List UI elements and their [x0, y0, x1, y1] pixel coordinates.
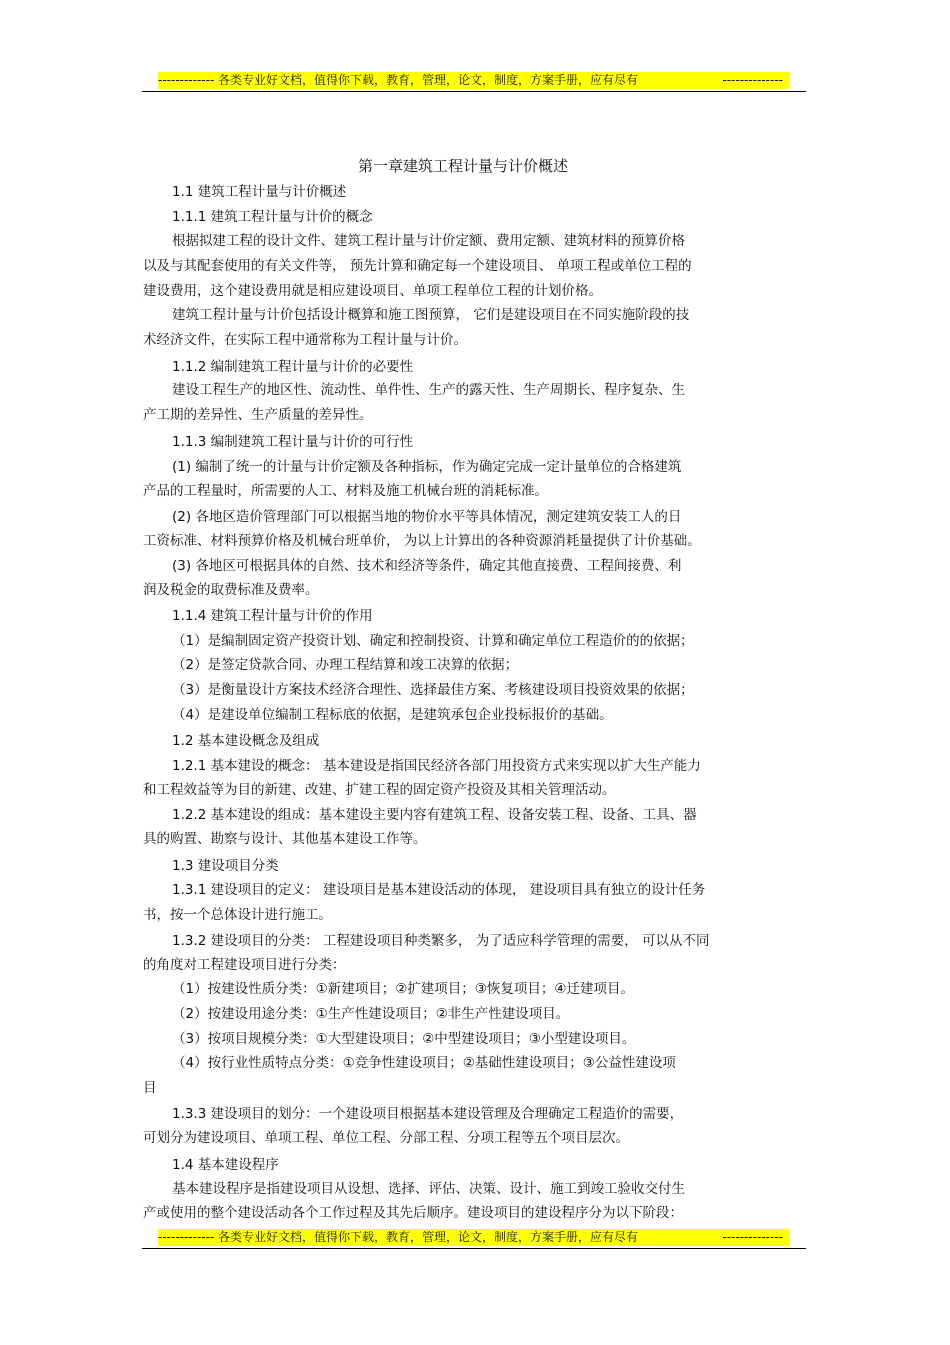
- paragraph-line: 1.3.1 建设项目的定义： 建设项目是基本建设活动的体现， 建设项目具有独立的设计任务: [172, 882, 706, 898]
- paragraph-line: 1.3.3 建设项目的划分：一个建设项目根据基本建设管理及合理确定工程造价的需要，: [172, 1106, 684, 1122]
- list-item: （4）按行业性质特点分类：①竞争性建设项目；②基础性建设项目；③公益性建设项: [172, 1055, 676, 1071]
- paragraph-line: 建筑工程计量与计价包括设计概算和施工图预算， 它们是建设项目在不同实施阶段的技: [172, 307, 690, 323]
- paragraph-line: 产工期的差异性、生产质量的差异性。: [143, 407, 373, 423]
- banner-dashes-right: --------------: [722, 1230, 783, 1244]
- paragraph-line: 以及与其配套使用的有关文件等， 预先计算和确定每一个建设项目、 单项工程或单位工程的: [143, 258, 692, 274]
- subsection-heading: 1.1.1 建筑工程计量与计价的概念: [172, 209, 373, 225]
- paragraph-line: 基本建设程序是指建设项目从设想、选择、评估、决策、设计、施工到竣工验收交付生: [172, 1181, 685, 1197]
- paragraph-line: 的角度对工程建设项目进行分类：: [143, 957, 346, 973]
- list-item: (1) 编制了统一的计量与计价定额及各种指标，作为确定完成一定计量单位的合格建筑: [172, 459, 682, 475]
- paragraph-line: 1.3.2 建设项目的分类： 工程建设项目种类繁多， 为了适应科学管理的需要， 可以从不同: [172, 933, 710, 949]
- paragraph-line: 具的购置、勘察与设计、其他基本建设工作等。: [143, 831, 427, 847]
- list-item: (3) 各地区可根据具体的自然、技术和经济等条件，确定其他直接费、工程间接费、利: [172, 558, 682, 574]
- banner-dashes-left: -------------: [158, 1230, 215, 1244]
- list-item: （3）按项目规模分类：①大型建设项目；②中型建设项目；③小型建设项目。: [172, 1031, 636, 1047]
- paragraph-line: 根据拟建工程的设计文件、建筑工程计量与计价定额、费用定额、建筑材料的预算价格: [172, 233, 685, 249]
- chapter-title: 第一章建筑工程计量与计价概述: [358, 157, 569, 175]
- footer-banner: [158, 1229, 789, 1246]
- footer-rule: [142, 1248, 806, 1249]
- paragraph-line: 润及税金的取费标准及费率。: [143, 582, 319, 598]
- list-item: （3）是衡量设计方案技术经济合理性、选择最佳方案、考核建设项目投资效果的依据；: [172, 682, 694, 698]
- section-heading: 1.4 基本建设程序: [172, 1157, 279, 1173]
- paragraph-line: 和工程效益等为目的新建、改建、扩建工程的固定资产投资及其相关管理活动。: [143, 782, 616, 798]
- paragraph-line: 工资标准、材料预算价格及机械台班单价， 为以上计算出的各种资源消耗量提供了计价基础。: [143, 533, 701, 549]
- paragraph-line: 书，按一个总体设计进行施工。: [143, 907, 332, 923]
- section-heading: 1.2 基本建设概念及组成: [172, 733, 320, 749]
- section-heading: 1.3 建设项目分类: [172, 858, 279, 874]
- list-item: （2）是签定贷款合同、办理工程结算和竣工决算的依据；: [172, 657, 519, 673]
- subsection-heading: 1.1.2 编制建筑工程计量与计价的必要性: [172, 359, 414, 375]
- banner-dashes-right: --------------: [722, 73, 783, 87]
- header-banner: [158, 72, 789, 89]
- subsection-heading: 1.1.3 编制建筑工程计量与计价的可行性: [172, 434, 414, 450]
- paragraph-line: 建设工程生产的地区性、流动性、单件性、生产的露天性、生产周期长、程序复杂、生: [172, 382, 685, 398]
- list-item: （1）按建设性质分类：①新建项目；②扩建项目；③恢复项目；④迁建项目。: [172, 981, 634, 997]
- list-item: （1）是编制固定资产投资计划、确定和控制投资、计算和确定单位工程造价的的依据；: [172, 633, 694, 649]
- list-item: （2）按建设用途分类：①生产性建设项目；②非生产性建设项目。: [172, 1006, 570, 1022]
- paragraph-line: 产品的工程量时，所需要的人工、材料及施工机械台班的消耗标准。: [143, 483, 548, 499]
- paragraph-line: 1.2.1 基本建设的概念： 基本建设是指国民经济各部门用投资方式来实现以扩大生产能力: [172, 758, 701, 774]
- paragraph-line: 术经济文件，在实际工程中通常称为工程计量与计价。: [143, 332, 467, 348]
- header-rule: [142, 91, 806, 92]
- paragraph-line: 目: [143, 1080, 157, 1096]
- list-item: （4）是建设单位编制工程标底的依据，是建筑承包企业投标报价的基础。: [172, 707, 613, 723]
- paragraph-line: 产或使用的整个建设活动各个工作过程及其先后顺序。建设项目的建设程序分为以下阶段：: [143, 1205, 683, 1221]
- banner-dashes-left: -------------: [158, 73, 215, 87]
- list-item: (2) 各地区造价管理部门可以根据当地的物价水平等具体情况，测定建筑安装工人的日: [172, 509, 682, 525]
- banner-text: 各类专业好文档，值得你下载，教育，管理，论文，制度，方案手册，应有尽有: [218, 1230, 639, 1244]
- paragraph-line: 1.2.2 基本建设的组成：基本建设主要内容有建筑工程、设备安装工程、设备、工具、器: [172, 807, 697, 823]
- paragraph-line: 可划分为建设项目、单项工程、单位工程、分部工程、分项工程等五个项目层次。: [143, 1130, 629, 1146]
- banner-text: 各类专业好文档，值得你下载，教育，管理，论文，制度，方案手册，应有尽有: [218, 73, 639, 87]
- paragraph-line: 建设费用，这个建设费用就是相应建设项目、单项工程单位工程的计划价格。: [143, 283, 602, 299]
- subsection-heading: 1.1.4 建筑工程计量与计价的作用: [172, 608, 373, 624]
- section-heading: 1.1 建筑工程计量与计价概述: [172, 184, 347, 200]
